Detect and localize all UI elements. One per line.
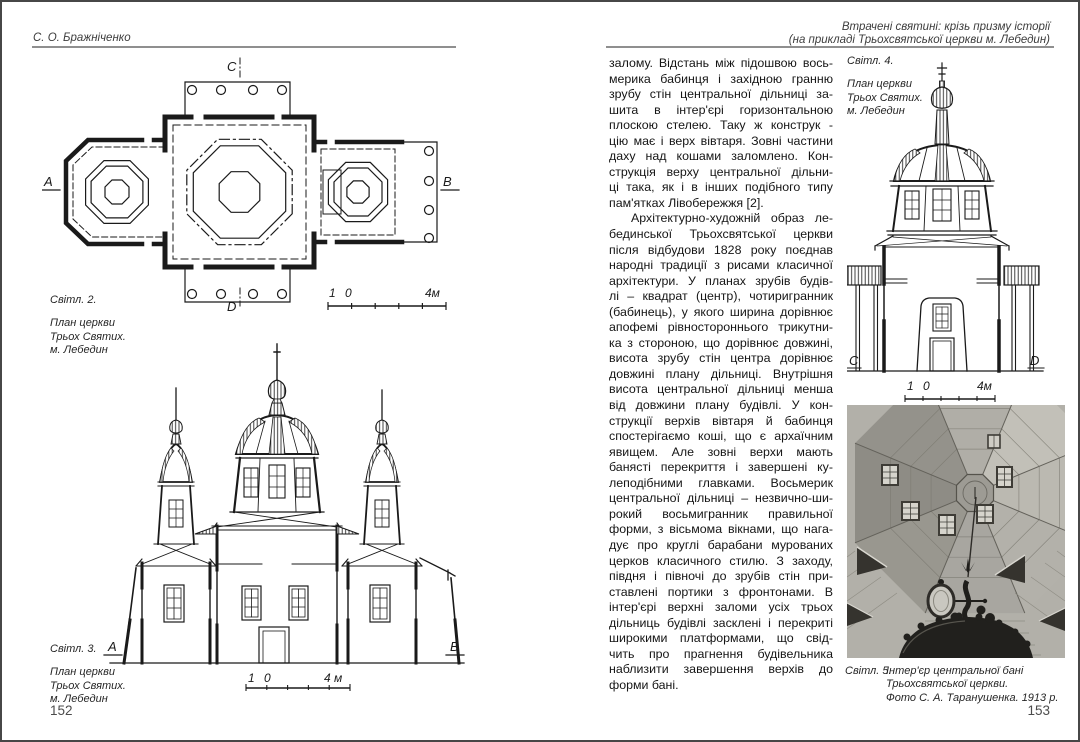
body-text-line: Архітектурно-художній образ ле- — [631, 211, 833, 226]
caption-line: План церкви — [847, 78, 912, 91]
body-text-line: мерика бабинця і західною гранню — [609, 71, 833, 86]
body-text-line: ка з стороною, що дорівнює довжині, — [609, 335, 833, 350]
scale-number: 4 м — [324, 671, 343, 685]
body-text-line: струкція верху центральної дільни- — [609, 164, 833, 179]
figure3-caption-lines — [50, 666, 126, 706]
figure5-caption — [886, 665, 1066, 705]
body-text-line: бединської Трьохсвятської церкви — [609, 227, 833, 242]
scale-number: 0 — [345, 286, 352, 300]
caption-line: Трьох Святих. — [50, 330, 126, 343]
plan-marker-a: A — [44, 174, 53, 189]
tower-cross-and-spire — [931, 63, 952, 144]
dome-interior-photo — [847, 405, 1065, 658]
body-text-line: від довжини плану будівлі. У кон- — [609, 398, 833, 413]
caption-line: Трьох Святих. — [847, 91, 923, 104]
body-text-line: форми, з вісьмома вікнами, що нага- — [609, 522, 833, 537]
body-text-line: висота зрубу стін центра дорівнює — [609, 351, 833, 366]
body-text-line: даху над кошами заломлено. Кон- — [609, 149, 833, 164]
body-text-line: центральної дільниці – незвично-ши- — [609, 491, 833, 506]
scale-number: 4м — [977, 379, 992, 393]
body-text-line: півдня і півночі до зрубів стін при- — [609, 569, 833, 584]
body-text-line: довжині плану дільниці. Внутрішня — [609, 366, 833, 381]
plan-scale-bar — [328, 286, 446, 310]
scale-number: 0 — [264, 671, 271, 685]
running-head-title-line1: Втрачені святині: крізь призму історії — [841, 21, 1050, 33]
scale-number: 1 — [248, 671, 255, 685]
figure2-caption-label: Світл. 2. — [50, 294, 97, 306]
figure3-caption — [50, 643, 126, 707]
entrance-door — [259, 627, 289, 663]
page-number-right: 153 — [1027, 703, 1050, 718]
body-text-line: народні традиції з рисами класичної — [609, 258, 833, 273]
body-text-line: дує про круглі барабани мурованих — [609, 537, 833, 552]
body-text-line: наблизити завершення верхів до — [609, 662, 833, 677]
spire-needle — [274, 344, 280, 380]
figure5-caption-label — [845, 665, 892, 678]
body-text-line: рокий восьмигранник правильної — [609, 506, 833, 521]
scale-number: 1 — [329, 286, 336, 300]
caption-line: Трьохсвятської церкви. — [886, 678, 1009, 691]
tower-drum — [875, 181, 1009, 250]
header-rule-left — [32, 46, 456, 48]
floor-plan-figure — [42, 54, 487, 312]
body-text-line: лі – квадрат (центр), чотиригранник — [609, 289, 833, 304]
caption-line: м. Лебедин — [847, 105, 905, 118]
elevation-scale-bar — [246, 671, 350, 691]
body-text-line: струкції верхів вівтаря й бабинця — [609, 413, 833, 428]
onion-knob — [268, 380, 285, 400]
plan-portico-east — [402, 142, 437, 243]
body-text-line: банясті перекриття і завершені ку- — [609, 460, 833, 475]
body-text-line: явищем. Але зовні верхи мають — [609, 444, 833, 459]
body-text-line: шита в інтер'єрі горизонтальною — [609, 102, 833, 117]
body-text-line: чить про прагнення будівельника — [609, 646, 833, 661]
figure4-caption-label: Світл. 4. — [847, 55, 894, 67]
plan-central-octagon-outer — [187, 139, 292, 244]
figure3-caption-label: Світл. 3. — [50, 643, 97, 655]
body-text-line: висота центральної дільниці менша — [609, 382, 833, 397]
page-number-left: 152 — [50, 703, 73, 718]
tower-dome — [894, 145, 990, 181]
body-text-line: пам'ятках Лівобережжя [2]. — [609, 195, 764, 210]
scale-number: 0 — [923, 379, 930, 393]
plan-marker-d: D — [227, 299, 237, 312]
header-rule-right — [606, 46, 1054, 48]
caption-line: План церкви — [50, 666, 115, 679]
elevation-marker-a: A — [108, 639, 117, 654]
body-text-line: спостерігаємо коші, що є архаїчним — [609, 429, 833, 444]
tower-base-block — [884, 247, 999, 371]
icon-medallion — [928, 585, 954, 617]
body-text-line: плоскою стелею. Таку ж конструк - — [609, 118, 833, 133]
tower-marker-d: D — [1030, 353, 1040, 368]
plan-portico-south — [185, 267, 290, 302]
church-elevation-figure — [52, 330, 497, 692]
running-head-title-line2: (на прикладі Трьохсвятської церкви м. Лебедин) — [788, 33, 1050, 46]
scale-number: 1 — [907, 379, 914, 393]
tower-marker-c: C — [849, 353, 859, 368]
body-text-line: леподібними главками. Восьмерик — [609, 475, 833, 490]
body-text-line: зрубу стін центральної дільниці за- — [609, 87, 833, 102]
body-text-line: церков класичного стилю. З заходу, — [609, 553, 833, 568]
body-text-line: апофемі рівностороннього трикутни- — [609, 320, 833, 335]
body-text-column — [609, 56, 833, 693]
elevation-central-dome — [236, 344, 318, 454]
plan-west-arm-walls — [66, 140, 165, 244]
body-text-line: широкими платформами, що свід- — [609, 631, 833, 646]
figure4-caption-lines — [847, 78, 923, 118]
plan-marker-c: C — [227, 59, 237, 74]
elevation-right-tower — [342, 390, 459, 663]
elevation-central-block — [195, 512, 359, 663]
caption-line: м. Лебедин — [50, 693, 108, 706]
body-text-line: ставлені портики з фронтонами. В — [609, 584, 833, 599]
scale-number: 4м — [425, 286, 440, 300]
elevation-central-drum — [230, 454, 324, 512]
elevation-marker-b: B — [450, 639, 459, 654]
body-text-line: після відбудови 1828 року поєднав — [609, 242, 833, 257]
running-head-title — [789, 21, 1050, 46]
figure4-caption — [847, 55, 923, 119]
onion-knob — [931, 87, 952, 108]
entry-door — [930, 338, 954, 371]
caption-line: Трьох Святих. — [50, 679, 126, 692]
caption-line: План церкви — [50, 317, 115, 330]
tower-scale-bar — [905, 379, 995, 402]
elevation-left-tower — [124, 388, 216, 663]
body-text-line: форми бані. — [609, 677, 679, 692]
running-head-author: С. О. Бражніченко — [33, 32, 131, 44]
body-text-line: архітектури. У планах зрубів будів- — [609, 273, 833, 288]
caption-line: Фото С. А. Таранушенка. 1913 р. — [886, 691, 1059, 704]
plan-marker-b: B — [443, 174, 452, 189]
body-text-line: інтер'єрі верхні заломи усіх трьох — [609, 600, 833, 615]
figure5-label-text: Світл. 5. — [845, 665, 892, 677]
body-text-line: (бабинець), у якого ширина дорівнює — [609, 304, 833, 319]
caption-line: Інтер'єр центральної бані — [886, 665, 1024, 677]
plan-portico-north — [185, 82, 290, 117]
body-text-line: ці така, як і в інших подібного типу — [609, 180, 833, 195]
body-text-line: дільниць будівлі засклені і перекриті — [609, 615, 833, 630]
body-text-line: цію має і верх вівтаря. Зовні частини — [609, 133, 833, 148]
caption-line: м. Лебедин — [50, 344, 108, 357]
body-text-line: залому. Відстань між підошвою вось- — [609, 56, 833, 70]
plan-east-arm-walls — [314, 142, 402, 242]
